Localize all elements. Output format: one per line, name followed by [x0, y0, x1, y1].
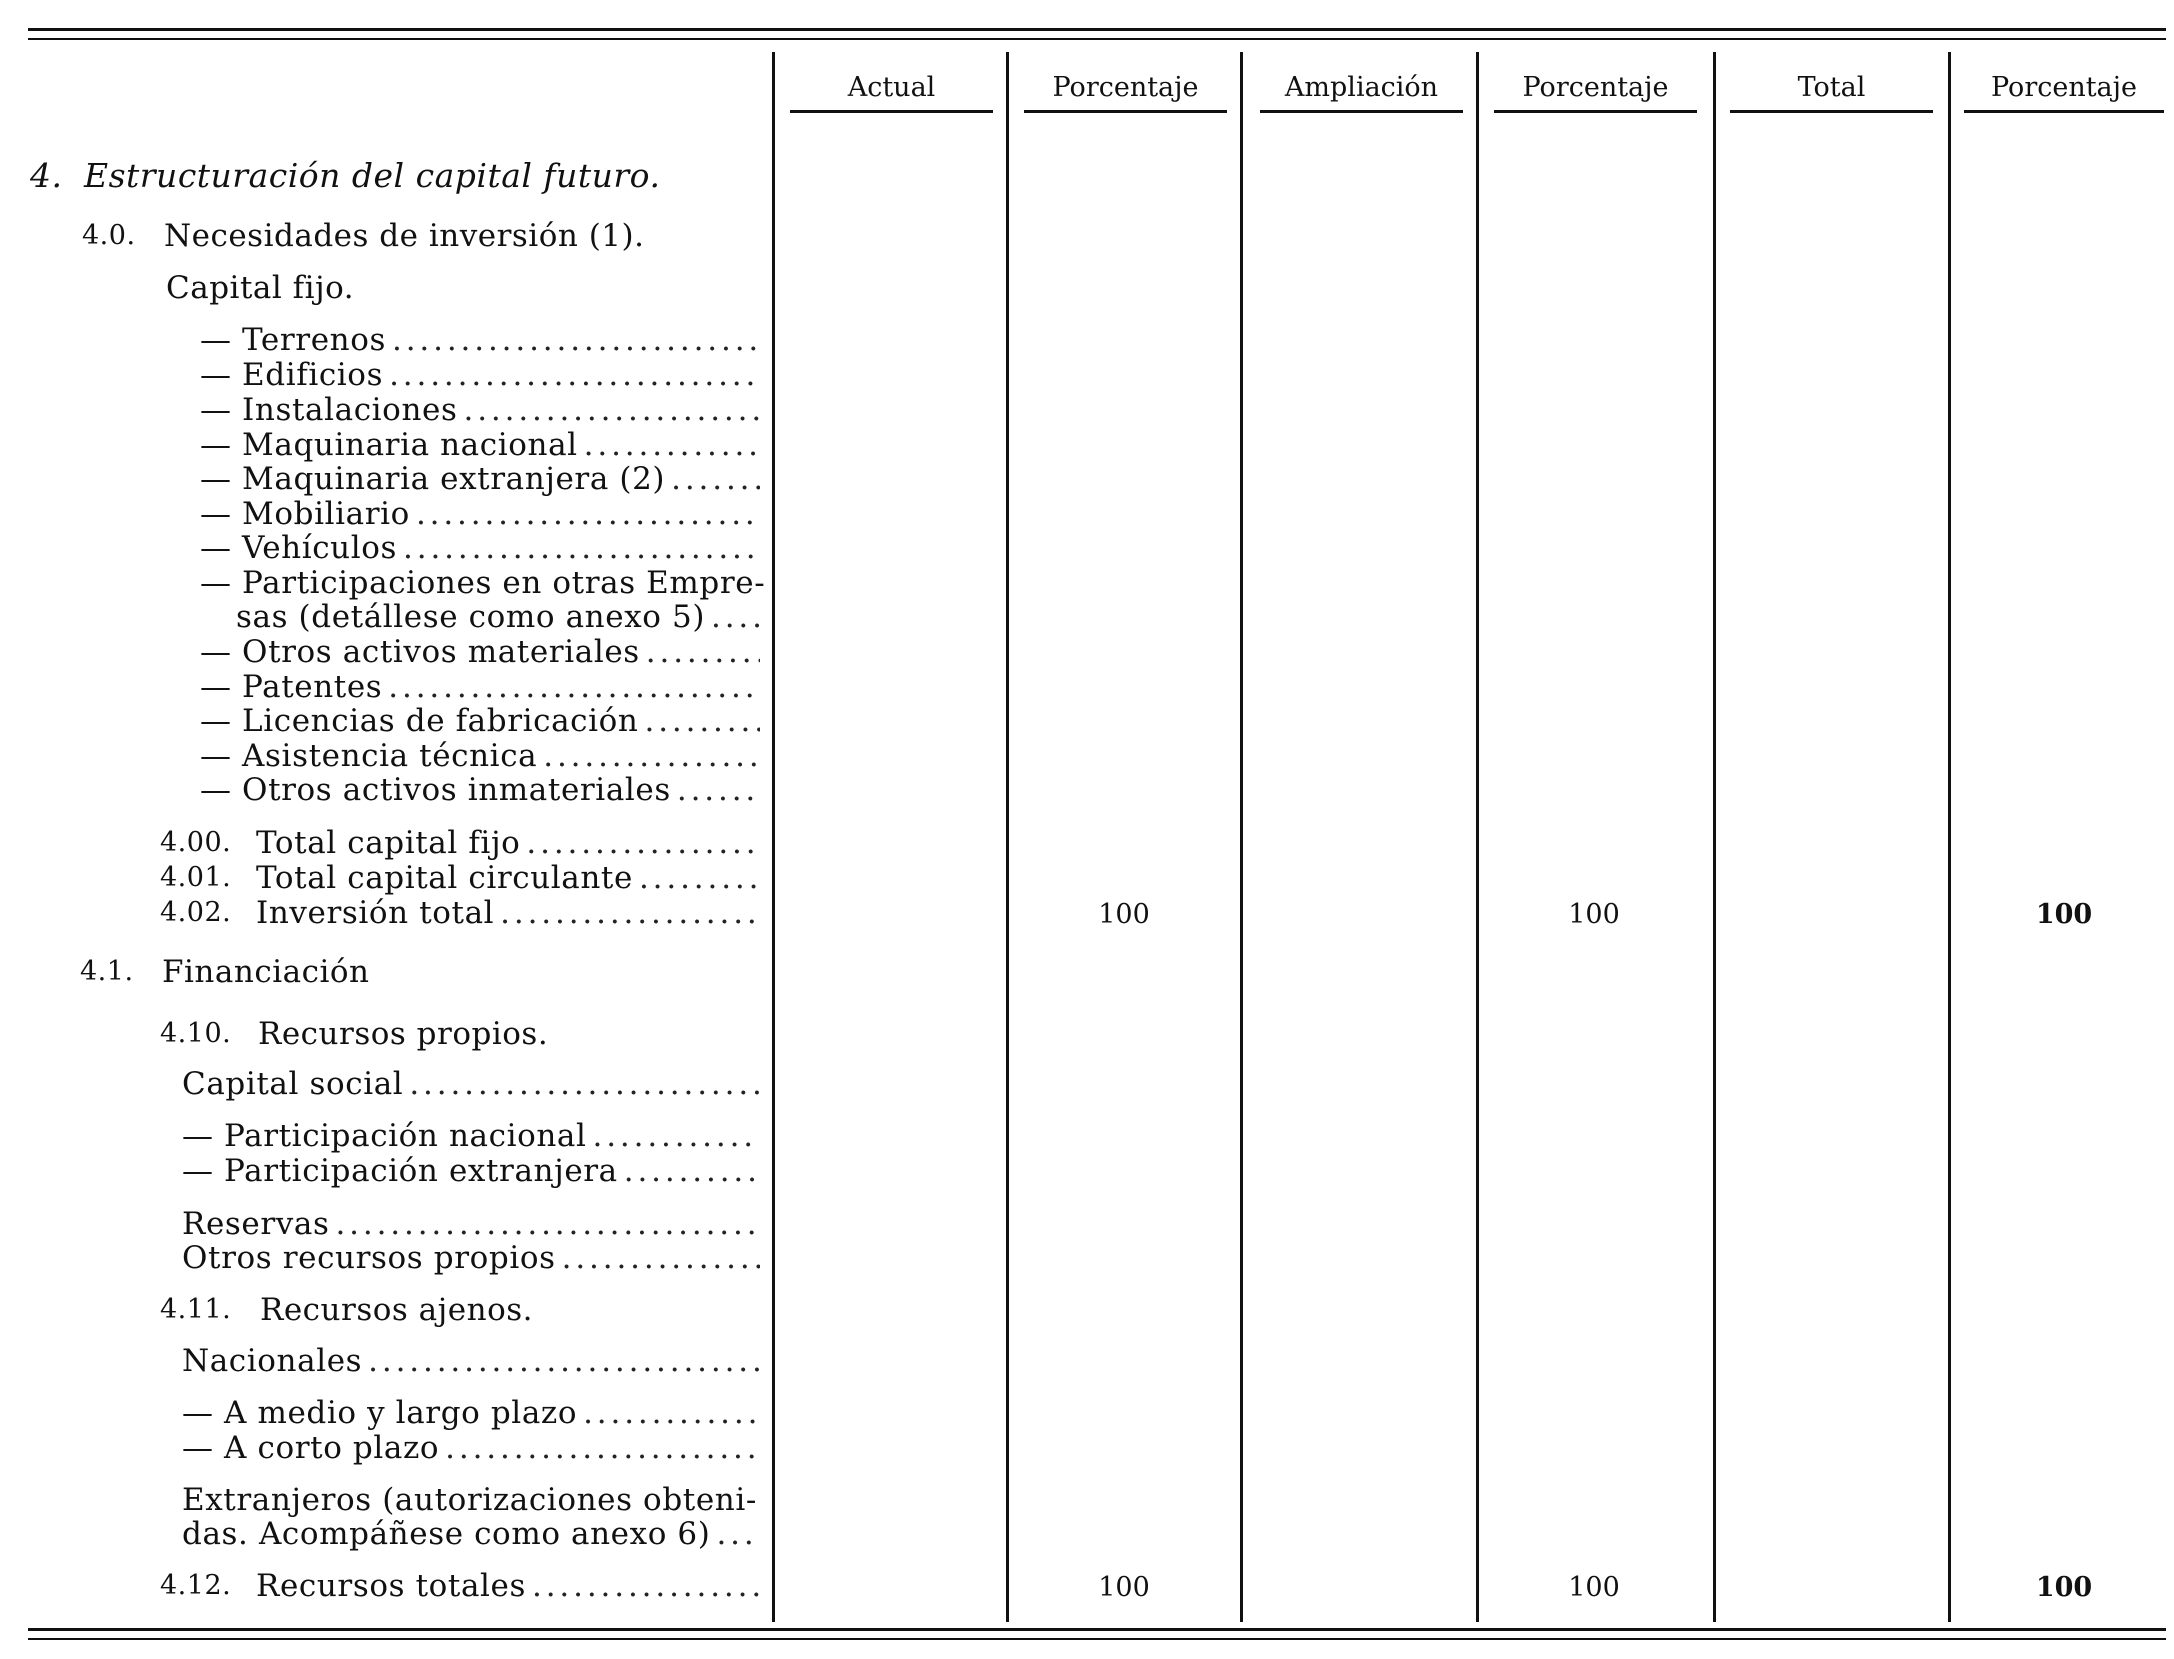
column-header-total: Total: [1730, 70, 1933, 113]
total-row: Total capital fijo . . .: [256, 825, 760, 861]
list-item: — A corto plazo . . .: [182, 1430, 760, 1466]
list-item: Capital social . . .: [182, 1066, 760, 1102]
value-cell: 100: [1098, 899, 1150, 930]
column-header-actual: Actual: [790, 70, 993, 113]
col-separator: [1006, 52, 1009, 1622]
list-item: — Mobiliario . . .: [200, 496, 760, 532]
list-item: — Otros activos inmateriales . . .: [200, 772, 760, 808]
subsection-number: 4.0.: [82, 220, 136, 251]
col-separator: [1948, 52, 1951, 1622]
list-item: — Vehículos . . .: [200, 530, 760, 566]
col-separator: [772, 52, 775, 1622]
list-item: — Licencias de fabricación . . .: [200, 703, 760, 739]
list-item: — A medio y largo plazo . . .: [182, 1395, 760, 1431]
section-title: Estructuración del capital futuro.: [84, 156, 661, 195]
list-item: — Asistencia técnica . . .: [200, 738, 760, 774]
subsection-number: 4.10.: [160, 1018, 232, 1049]
col-separator: [1476, 52, 1479, 1622]
subsection-title: Recursos propios.: [258, 1016, 549, 1052]
total-number: 4.00.: [160, 827, 232, 858]
total-row: Inversión total . . .: [256, 895, 760, 931]
subsection-number: 4.1.: [80, 956, 134, 987]
bottom-rule-1: [28, 1628, 2166, 1631]
subsection-number: 4.11.: [160, 1294, 232, 1325]
list-item: — Maquinaria nacional . . .: [200, 427, 760, 463]
value-cell: 100: [1568, 899, 1620, 930]
subsection-title: Recursos ajenos.: [260, 1292, 533, 1328]
column-header-porcentaje: Porcentaje: [1494, 70, 1697, 113]
list-item: Extranjeros (autorizaciones obteni-: [182, 1482, 757, 1518]
list-item: — Participaciones en otras Empre-: [200, 565, 766, 601]
list-item: Reservas . . .: [182, 1206, 760, 1242]
list-item: Otros recursos propios . . .: [182, 1240, 760, 1276]
col-separator: [1240, 52, 1243, 1622]
column-header-ampliacion: Ampliación: [1260, 70, 1463, 113]
list-item: — Terrenos . . .: [200, 322, 760, 358]
value-cell: 100: [1098, 1572, 1150, 1603]
total-number: 4.02.: [160, 897, 232, 928]
list-item: das. Acompáñese como anexo 6) . . .: [182, 1516, 760, 1552]
subsection-number: 4.12.: [160, 1570, 232, 1601]
list-item: — Maquinaria extranjera (2) . . .: [200, 461, 760, 497]
list-item: Nacionales . . .: [182, 1343, 760, 1379]
subsection-title: Necesidades de inversión (1).: [164, 218, 645, 254]
value-cell: 100: [2035, 1572, 2093, 1603]
value-cell: 100: [1568, 1572, 1620, 1603]
column-header-porcentaje: Porcentaje: [1024, 70, 1227, 113]
list-item: — Participación extranjera . . .: [182, 1153, 760, 1189]
list-item: — Patentes . . .: [200, 669, 760, 705]
list-item: — Participación nacional . . .: [182, 1118, 760, 1154]
list-item: — Instalaciones . . .: [200, 392, 760, 428]
bottom-rule-2: [28, 1638, 2166, 1640]
list-item: sas (detállese como anexo 5) . . .: [236, 599, 760, 635]
total-row: Total capital circulante . . .: [256, 860, 760, 896]
section-number: 4.: [30, 156, 63, 195]
capital-fijo-heading: Capital fijo.: [166, 270, 355, 306]
value-cell: 100: [2035, 899, 2093, 930]
list-item: — Edificios . . .: [200, 357, 760, 393]
column-header-porcentaje: Porcentaje: [1964, 70, 2164, 113]
total-number: 4.01.: [160, 862, 232, 893]
total-row: Recursos totales . . .: [256, 1568, 760, 1604]
col-separator: [1713, 52, 1716, 1622]
top-rule-2: [28, 38, 2166, 40]
list-item: — Otros activos materiales . . .: [200, 634, 760, 670]
subsection-title: Financiación: [162, 954, 370, 990]
top-rule-1: [28, 28, 2166, 31]
